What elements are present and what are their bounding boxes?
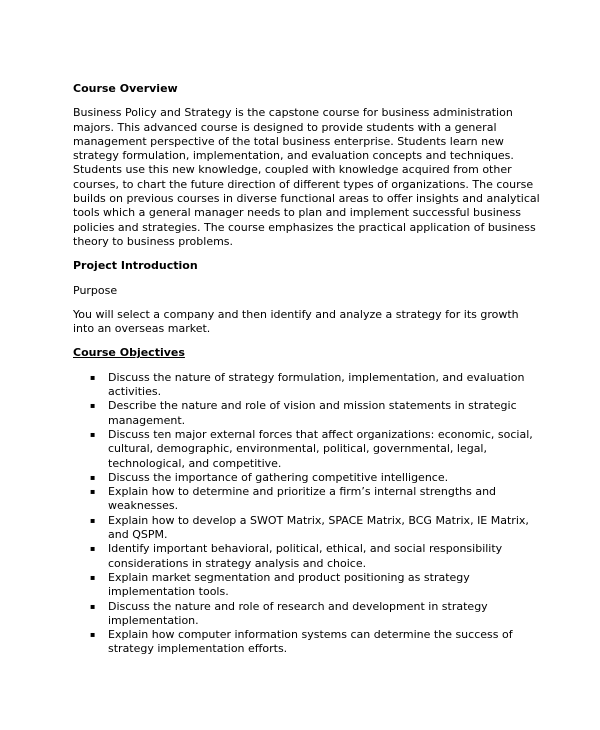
objective-item	[73, 399, 543, 428]
course-objectives-heading: Course Objectives	[73, 346, 185, 360]
objective-item	[73, 542, 543, 571]
objective-item	[73, 485, 543, 514]
bullet-icon: ▪	[90, 429, 96, 439]
objective-item	[73, 628, 543, 657]
objective-text: Describe the nature and role of vision and mission statements in strategic management.	[108, 399, 517, 427]
objective-item	[73, 428, 543, 471]
bullet-icon: ▪	[90, 544, 96, 554]
purpose-text: You will select a company and then identify and analyze a strategy for its growth into an overseas market.	[73, 307, 519, 336]
objective-item	[73, 514, 543, 543]
bullet-icon: ▪	[90, 487, 96, 497]
objective-text: Discuss ten major external forces that affect organizations: economic, social, cultural, demographic, environmental, political, governmental, legal, technological, and competitive.	[108, 427, 533, 470]
project-introduction-heading: Project Introduction	[73, 259, 198, 273]
objective-text: Explain how to determine and prioritize a firm’s internal strengths and weaknesses.	[108, 485, 497, 513]
bullet-icon: ▪	[90, 372, 96, 382]
course-overview-paragraph: Business Policy and Strategy is the capstone course for business administration majors. This advanced course is designed to provide students with a general management perspective of the total business enterprise. Students learn new strategy formulation, implementation, and evaluation concepts and techniques. Students use this new knowledge, coupled with knowledge acquired from other courses, to chart the future direction of different types of organizations. The course builds on previous courses in diverse functional areas to offer insights and analytical tools which a general manager needs to plan and implement successful business policies and strategies. The course emphasizes the practical application of business theory to business problems.	[73, 106, 540, 248]
bullet-icon: ▪	[90, 572, 96, 582]
document-content	[73, 82, 543, 657]
objective-text: Explain market segmentation and product positioning as strategy implementation tools.	[108, 570, 470, 599]
course-objectives-list	[73, 371, 543, 657]
bullet-icon: ▪	[90, 401, 96, 411]
purpose-label: Purpose	[73, 283, 118, 297]
objective-item	[73, 471, 543, 485]
objective-text: Discuss the importance of gathering competitive intelligence.	[108, 470, 449, 484]
objective-text: Explain how computer information systems can determine the success of strategy implementation efforts.	[108, 628, 513, 656]
bullet-icon: ▪	[90, 630, 96, 640]
bullet-icon: ▪	[90, 515, 96, 525]
bullet-icon: ▪	[90, 601, 96, 611]
objective-text: Discuss the nature and role of research and development in strategy implementation.	[108, 599, 488, 627]
course-overview-heading: Course Overview	[73, 82, 178, 95]
objective-text: Identify important behavioral, political, ethical, and social responsibility considerations in strategy analysis and choice.	[108, 542, 503, 570]
bullet-icon: ▪	[90, 472, 96, 482]
objective-item	[73, 371, 543, 400]
objective-text: Discuss the nature of strategy formulation, implementation, and evaluation activities.	[108, 370, 525, 399]
objective-item	[73, 571, 543, 600]
objective-item	[73, 600, 543, 629]
objective-text: Explain how to develop a SWOT Matrix, SPACE Matrix, BCG Matrix, IE Matrix, and QSPM.	[108, 513, 529, 542]
